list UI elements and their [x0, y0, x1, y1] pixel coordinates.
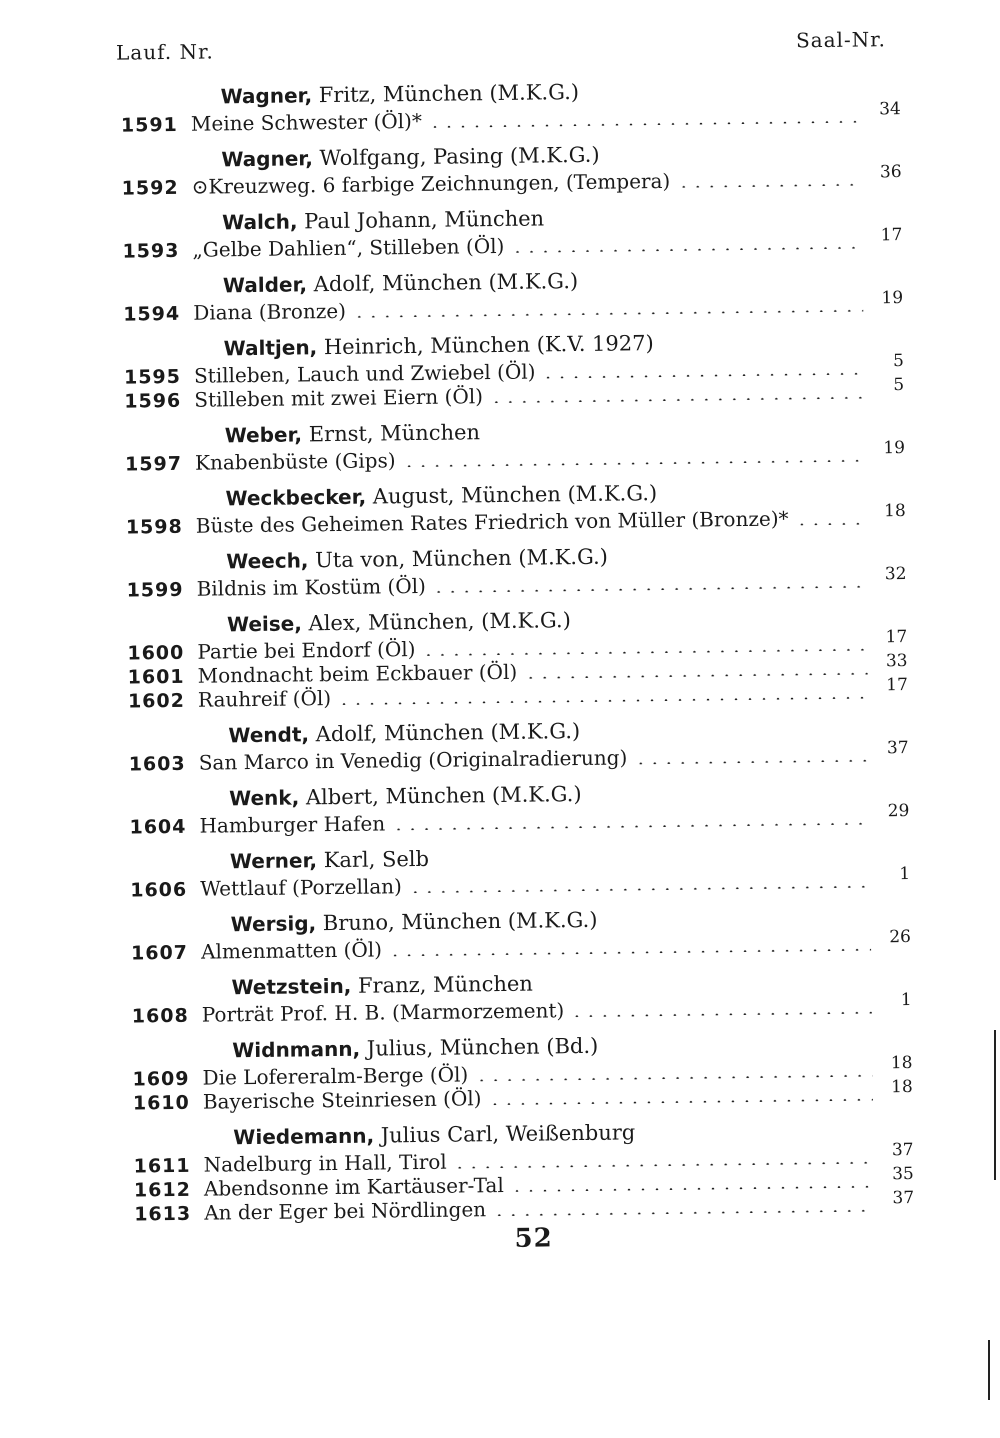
entry-title: ⊙Kreuzweg. 6 farbige Zeichnungen, (Tempera): [191, 168, 671, 199]
entry-title: Almenmatten (Öl): [200, 937, 383, 964]
artist-name: Wendt,: [228, 722, 310, 748]
entry-title: Nadelburg in Hall, Tirol: [203, 1149, 447, 1177]
artist-group: [127, 601, 908, 713]
entry-number: 1597: [124, 452, 183, 476]
entry-number: 1604: [129, 815, 187, 839]
artist-name: Wetzstein,: [231, 973, 352, 1000]
entry-number: 1599: [126, 578, 184, 602]
artist-group: [133, 1114, 914, 1226]
dot-leader: [795, 523, 866, 526]
entry-room: 35: [892, 1163, 914, 1185]
scan-edge-mark: [994, 1030, 996, 1180]
entry-title: Porträt Prof. H. B. (Marmorzement): [201, 998, 565, 1027]
artist-group: [130, 838, 911, 902]
artist-group: [120, 73, 901, 137]
artist-group: [126, 538, 907, 602]
entry-room: 18: [883, 501, 906, 522]
entry-number: 1595: [123, 365, 182, 389]
artist-info: Julius Carl, Weißenburg: [373, 1120, 636, 1148]
dot-leader: [388, 948, 871, 956]
entry-room: 18: [890, 1076, 913, 1098]
entry-title: Partie bei Endorf (Öl): [197, 637, 416, 664]
entry-number: 1593: [122, 239, 180, 263]
artist-info: August, München (M.K.G.): [366, 481, 658, 509]
entry-title: An der Eger bei Nördlingen: [204, 1197, 487, 1225]
dot-leader: [542, 373, 865, 379]
artist-group: [125, 475, 906, 539]
artist-group: [121, 136, 902, 200]
dot-leader: [352, 310, 863, 318]
artist-info: Ernst, München: [301, 420, 481, 447]
dot-leader: [492, 1209, 874, 1216]
artist-group: [131, 901, 912, 965]
entry-room: 26: [889, 926, 912, 948]
entry-room: 5: [892, 351, 905, 372]
artist-info: Franz, München: [351, 971, 534, 998]
entry-title: Bayerische Steinriesen (Öl): [202, 1086, 482, 1114]
header-room-number: Saal-Nr.: [795, 27, 887, 53]
artist-info: Bruno, München (M.K.G.): [316, 907, 598, 936]
artist-group: [128, 712, 909, 776]
entry-room: 34: [879, 99, 901, 120]
artist-group: [132, 1027, 913, 1115]
entry-title: San Marco in Venedig (Originalradierung): [198, 745, 628, 775]
artist-group: [129, 775, 910, 839]
entry-title: Hamburger Hafen: [199, 811, 386, 838]
page-number: 52: [514, 1223, 553, 1254]
artist-info: Heinrich, München (K.V. 1927): [317, 331, 654, 360]
entry-title: Büste des Geheimen Rates Friedrich von Müller (Bronze)*: [195, 506, 789, 538]
artist-info: Fritz, München (M.K.G.): [311, 79, 580, 108]
dot-leader: [489, 397, 864, 404]
artist-info: Uta von, München (M.K.G.): [308, 544, 609, 573]
artist-name: Wagner,: [220, 83, 313, 109]
dot-leader: [428, 121, 861, 128]
entry-number: 1613: [134, 1202, 192, 1226]
artist-name: Waltjen,: [223, 335, 318, 361]
entry-room: 1: [900, 989, 912, 1011]
entry-room: 32: [884, 564, 907, 585]
entry-room: 17: [880, 225, 903, 246]
artist-name: Wagner,: [221, 146, 313, 172]
entry-title: Mondnacht beim Eckbauer (Öl): [197, 659, 518, 688]
artist-name: Weckbecker,: [225, 484, 367, 511]
entry-room: 1: [899, 864, 911, 885]
entry-room: 19: [883, 438, 906, 459]
entry-title: Die Lofereralm-Berge (Öl): [202, 1062, 469, 1090]
dot-leader: [422, 649, 868, 656]
dot-leader: [488, 1098, 873, 1105]
entry-room: 37: [886, 738, 909, 759]
entry-number: 1598: [125, 515, 183, 539]
entry-number: 1609: [132, 1067, 190, 1091]
dot-leader: [337, 697, 868, 705]
entry-number: 1603: [128, 752, 186, 776]
entry-room: 37: [892, 1187, 915, 1209]
artist-name: Weber,: [224, 422, 303, 448]
entry-number: 1602: [127, 689, 186, 713]
entry-number: 1594: [123, 302, 181, 326]
artist-info: Albert, München (M.K.G.): [299, 782, 582, 810]
dot-leader: [510, 1185, 874, 1191]
entry-number: 1611: [133, 1154, 191, 1178]
artist-name: Wiedemann,: [233, 1123, 375, 1150]
artist-info: Adolf, München (M.K.G.): [308, 719, 581, 747]
entry-number: 1610: [132, 1091, 190, 1115]
artist-info: Wolfgang, Pasing (M.K.G.): [312, 142, 600, 171]
entry-number: 1592: [121, 176, 179, 200]
artist-info: Paul Johann, München: [297, 206, 545, 234]
entry-room: 5: [893, 375, 905, 396]
artist-group: [131, 964, 912, 1028]
artist-info: Adolf, München (M.K.G.): [306, 269, 579, 297]
entry-title: Bildnis im Kostüm (Öl): [196, 573, 427, 601]
entry-number: 1612: [133, 1178, 191, 1202]
entry-title: Stilleben mit zwei Eiern (Öl): [194, 384, 484, 412]
entry-room: 17: [885, 627, 908, 648]
artwork-list: [120, 73, 914, 1234]
entry-room: 17: [886, 675, 908, 696]
entry-room: 36: [879, 162, 902, 183]
entry-number: 1601: [127, 665, 185, 689]
dot-leader: [633, 759, 868, 764]
dot-leader: [432, 586, 867, 593]
artist-name: Wersig,: [230, 911, 317, 937]
artist-info: Alex, München, (M.K.G.): [301, 608, 571, 636]
dot-leader: [391, 822, 869, 830]
artist-group: [124, 325, 905, 413]
entry-number: 1608: [131, 1004, 189, 1028]
artist-group: [122, 199, 903, 263]
entry-number: 1591: [120, 113, 178, 137]
entry-title: „Gelbe Dahlien“, Stilleben (Öl): [192, 233, 505, 262]
dot-leader: [408, 885, 870, 893]
artist-name: Werner,: [229, 848, 318, 874]
entry-number: 1607: [130, 941, 189, 965]
dot-leader: [523, 673, 867, 679]
artist-info: Karl, Selb: [316, 846, 430, 873]
dot-leader: [570, 1011, 872, 1017]
entry-title: Abendsonne im Kartäuser-Tal: [203, 1172, 504, 1201]
artist-group: [125, 412, 906, 476]
dot-leader: [676, 184, 861, 188]
artist-name: Wenk,: [229, 785, 300, 811]
entry-title: Wettlauf (Porzellan): [200, 874, 403, 901]
entry-room: 19: [881, 288, 904, 309]
dot-leader: [453, 1161, 874, 1168]
entry-room: 18: [890, 1052, 913, 1074]
artist-name: Walch,: [221, 209, 298, 235]
entry-title: Knabenbüste (Gips): [194, 448, 396, 475]
artist-name: Weise,: [226, 611, 303, 637]
scan-edge-mark: [988, 1340, 990, 1400]
entry-title: Stilleben, Lauch und Zwiebel (Öl): [193, 359, 536, 388]
entry-title: Diana (Bronze): [193, 298, 347, 325]
entry-number: 1600: [127, 641, 185, 665]
artist-info: Julius, München (Bd.): [359, 1033, 599, 1061]
dot-leader: [510, 247, 862, 253]
dot-leader: [474, 1074, 872, 1081]
header-running-number: Lauf. Nr.: [115, 39, 214, 65]
entry-room: 29: [887, 801, 910, 822]
entry-room: 33: [885, 651, 908, 672]
artist-name: Weech,: [226, 548, 309, 574]
entry-number: 1596: [124, 389, 182, 413]
entry-title: Rauhreif (Öl): [197, 686, 332, 712]
entry-room: 37: [891, 1139, 914, 1161]
artist-group: [123, 262, 904, 326]
artist-name: Widnmann,: [232, 1036, 361, 1063]
dot-leader: [402, 460, 865, 468]
artist-name: Walder,: [222, 272, 308, 298]
entry-number: 1606: [130, 878, 188, 902]
entry-title: Meine Schwester (Öl)*: [190, 108, 423, 136]
